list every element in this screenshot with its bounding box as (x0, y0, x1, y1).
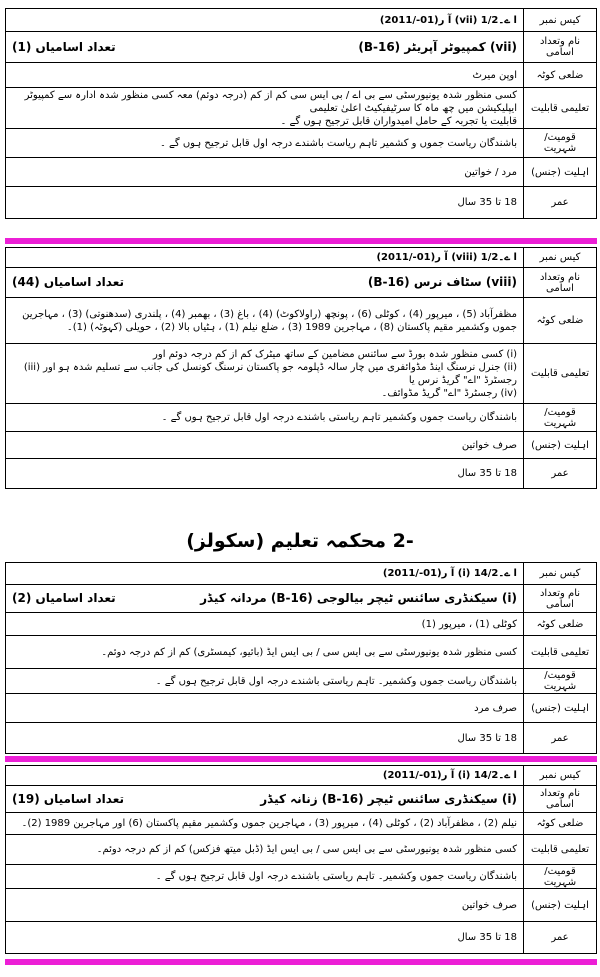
district-quota: نیلم (2) ، مظفرآباد (2) ، کوٹلی (4) ، میرپور (3) ، مہاجرین جموں وکشمیر مقیم پاکستان (6) اور مہاجرین 1989 (2)۔ (6, 813, 524, 835)
case-label: کیس نمبر (524, 9, 597, 32)
nationality: باشندگان ریاست جموں وکشمیر۔ تاہم ریاستی باشندے درجہ اول قابل ترجیح ہوں گے ۔ (6, 865, 524, 889)
district-label: ضلعی کوٹہ (524, 63, 597, 88)
post-label: نام وتعداد اسامی (524, 585, 597, 613)
qualification-line: (i) کسی منظور شدہ بورڈ سے سائنس مضامین کے ساتھ میٹرک کم از کم درجہ دوئم اور (153, 348, 517, 360)
qualification-label: تعلیمی قابلیت (524, 344, 597, 404)
district-quota (6, 298, 524, 344)
qualification-line: (ii) جنرل نرسنگ اینڈ مڈوائفری میں چار سالہ ڈپلومہ جو پاکستان نرسنگ کونسل کی جانب سے تسلیم شدہ ہو اور (iii) رجسٹرڈ "اے" گریڈ نرس یا (23, 361, 517, 386)
eligibility-label: اہلیت (جنس) (524, 889, 597, 922)
age-range: 18 تا 35 سال (6, 459, 524, 489)
nationality-label: قومیت/شہریت (524, 865, 597, 889)
eligibility-label: اہلیت (جنس) (524, 694, 597, 723)
age-label: عمر (524, 723, 597, 754)
case-number: ا ے۔14/2 (i) آ ر(01-/2011) (6, 766, 524, 786)
qualification: کسی منظور شدہ یونیورسٹی سے بی ایس سی / بی ایس ایڈ (بائیو، کیمسٹری) کم از کم درجہ دوئم۔ (6, 636, 524, 669)
post-name: (i) سیکنڈری سائنس ٹیچر (B-16) زنانہ کیڈر (260, 791, 517, 806)
post-count: تعداد اسامیاں (19) (12, 791, 125, 806)
section-separator (5, 959, 597, 965)
section-heading-education: -2 محکمہ تعلیم (سکولز) (186, 530, 414, 552)
eligibility-label: اہلیت (جنس) (524, 432, 597, 459)
age-range: 18 تا 35 سال (6, 922, 524, 954)
post-count: تعداد اسامیاں (2) (12, 591, 116, 605)
district-quota: کوٹلی (1) ، میرپور (1) (6, 613, 524, 636)
eligibility: صرف خواتین (6, 889, 524, 922)
qualification-label: تعلیمی قابلیت (524, 636, 597, 669)
nationality-label: قومیت/شہریت (524, 404, 597, 432)
age-range: 18 تا 35 سال (6, 723, 524, 754)
qualification: کسی منظور شدہ یونیورسٹی سے بی ایس سی / بی ایس ایڈ (ڈبل میتھ فزکس) کم از کم درجہ دوئم۔ (6, 835, 524, 865)
case-label: کیس نمبر (524, 563, 597, 585)
qualification (6, 344, 524, 404)
district-line: مظفرآباد (5) ، میرپور (4) ، کوٹلی (6) ، پونچھ (راولاکوٹ) (4) ، باغ (3) ، بھمبر (4) ، پلندری (سدھنوتی) (3) ، مہاجرین (22, 308, 517, 320)
post-label: نام وتعداد اسامی (524, 786, 597, 813)
case-number: ا ے۔1/2 (vii) آ ر(01-/2011) (6, 9, 524, 32)
age-label: عمر (524, 922, 597, 954)
case-label: کیس نمبر (524, 766, 597, 786)
district-line: جموں وکشمیر مقیم پاکستان (8) ، مہاجرین 1989 (3) ، ضلع نیلم (1) ، ہٹیاں بالا (2) ، حویلی (کہوٹہ) (1)۔ (66, 321, 517, 333)
district-label: ضلعی کوٹہ (524, 813, 597, 835)
qualification-line: (iv) رجسٹرڈ "اے" گریڈ مڈوائف۔ (381, 387, 517, 399)
post-count: تعداد اسامیاں (44) (12, 275, 125, 289)
age-label: عمر (524, 187, 597, 219)
case-table-computer-operator (5, 8, 597, 219)
eligibility: صرف مرد (6, 694, 524, 723)
qualification-line: قابلیت یا تجربہ کے حامل امیدواران قابل ترجیح ہوں گے ۔ (280, 115, 517, 127)
nationality: باشندگان ریاست جموں وکشمیر۔ تاہم ریاستی باشندے درجہ اول قابل ترجیح ہوں گے ۔ (6, 669, 524, 694)
case-table-staff-nurse (5, 247, 597, 489)
post-label: نام وتعداد اسامی (524, 32, 597, 63)
qualification-label: تعلیمی قابلیت (524, 88, 597, 129)
eligibility-label: اہلیت (جنس) (524, 158, 597, 187)
case-label: کیس نمبر (524, 248, 597, 268)
post-count: تعداد اسامیاں (1) (12, 39, 116, 54)
qualification-line: کسی منظور شدہ یونیورسٹی سے بی اے / بی ایس سی کم از کم (درجہ دوئم) معہ کسی منظور شدہ ادارہ سے کمپیوٹر ایپلیکیشن میں چھ ماہ کا سرٹیفیکیٹ اعلیٰ تعلیمی (24, 89, 517, 114)
nationality-label: قومیت/شہریت (524, 669, 597, 694)
section-separator (5, 238, 597, 244)
post-name: (i) سیکنڈری سائنس ٹیچر بیالوجی (B-16) مردانہ کیڈر (200, 591, 517, 605)
case-number: ا ے۔14/2 (i) آ ر(01-/2011) (6, 563, 524, 585)
eligibility: صرف خواتین (6, 432, 524, 459)
case-number: ا ے۔1/2 (viii) آ ر(01-/2011) (6, 248, 524, 268)
nationality-label: قومیت/شہریت (524, 129, 597, 158)
post-name: (vii) کمپیوٹر آپریٹر (B-16) (358, 39, 517, 54)
qualification (6, 88, 524, 129)
district-label: ضلعی کوٹہ (524, 298, 597, 344)
age-label: عمر (524, 459, 597, 489)
nationality: باشندگان ریاست جموں و کشمیر تاہم ریاست باشندے درجہ اول قابل ترجیح ہوں گے ۔ (6, 129, 524, 158)
post-label: نام وتعداد اسامی (524, 268, 597, 298)
district-quota: اوپن میرٹ (6, 63, 524, 88)
case-table-science-teacher-female (5, 765, 597, 954)
district-label: ضلعی کوٹہ (524, 613, 597, 636)
nationality: باشندگان ریاست جموں وکشمیر تاہم ریاستی باشندے درجہ اول قابل ترجیح ہوں گے ۔ (6, 404, 524, 432)
post-name: (viii) سٹاف نرس (B-16) (367, 275, 517, 289)
eligibility: مرد / خواتین (6, 158, 524, 187)
case-table-science-teacher-male (5, 562, 597, 754)
age-range: 18 تا 35 سال (6, 187, 524, 219)
qualification-label: تعلیمی قابلیت (524, 835, 597, 865)
section-separator (5, 756, 597, 762)
